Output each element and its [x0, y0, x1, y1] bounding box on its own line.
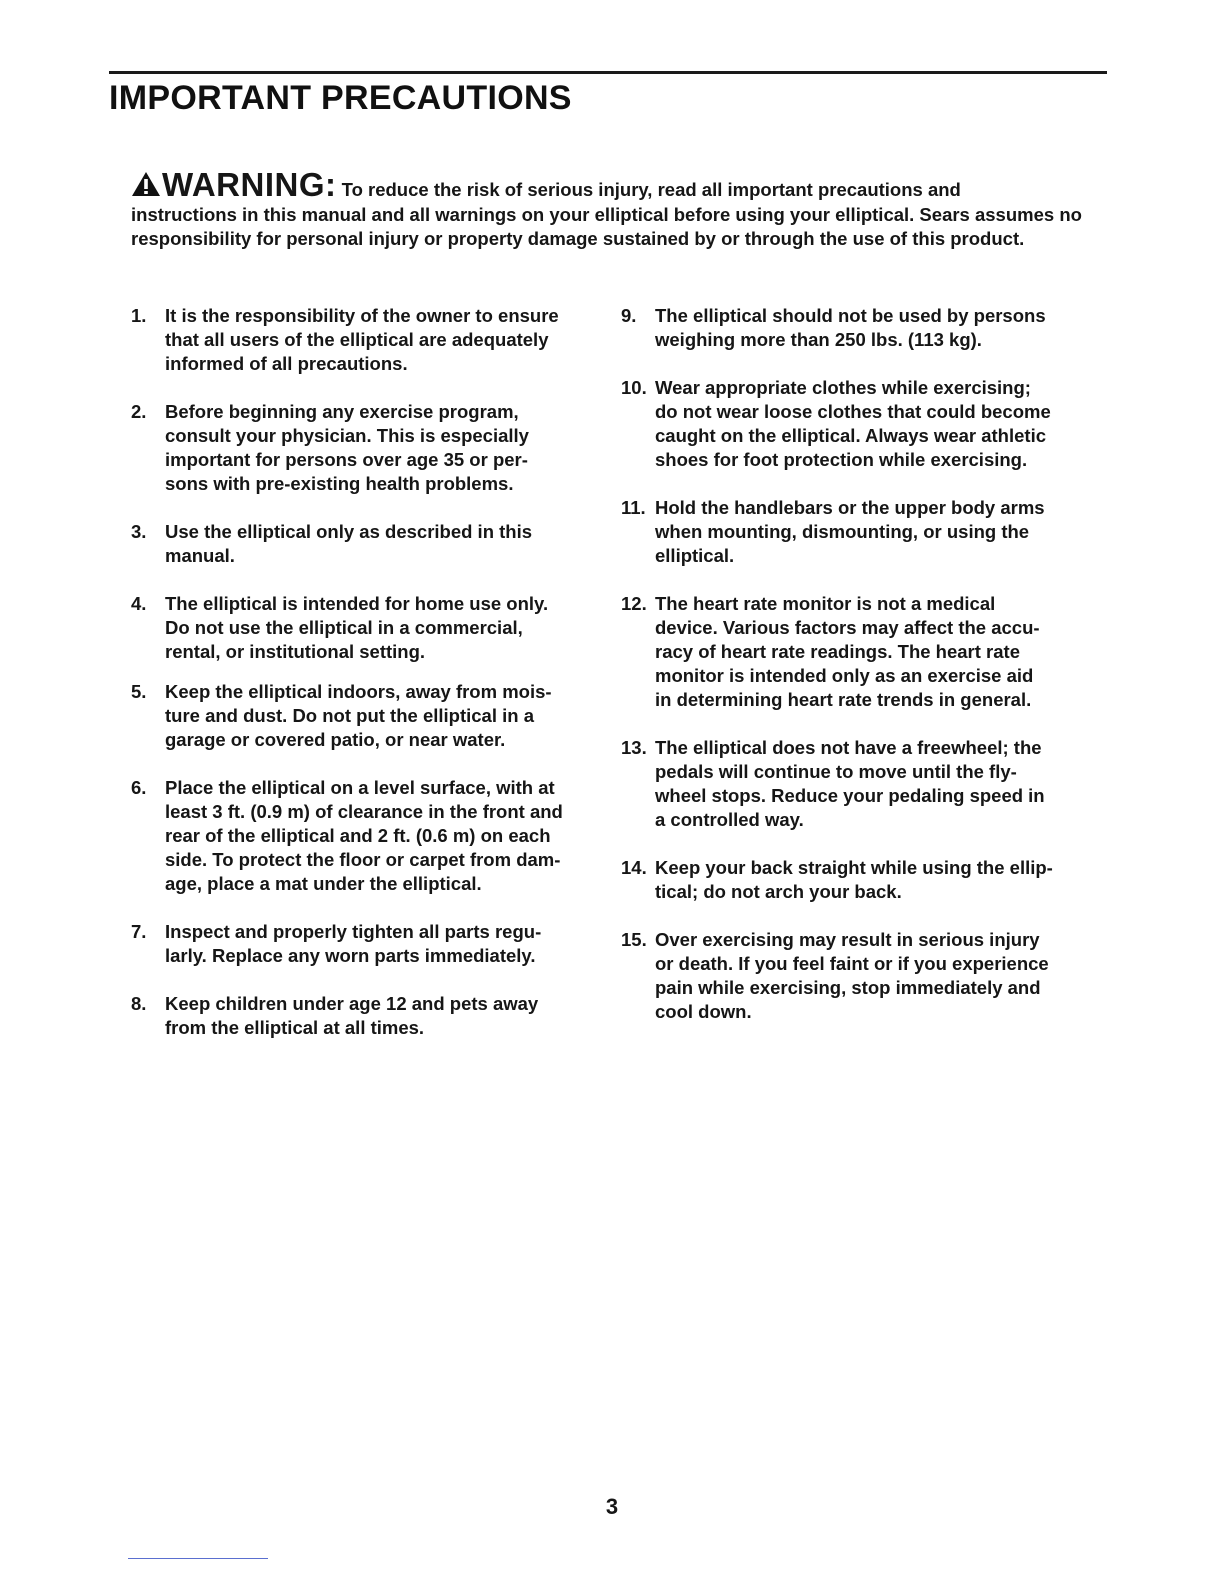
precaution-number: 12.: [621, 593, 647, 614]
precaution-text: Inspect and properly tighten all parts regu- larly. Replace any worn parts immediately.: [165, 921, 542, 966]
precaution-text: Keep children under age 12 and pets away from the elliptical at all times.: [165, 993, 539, 1038]
warning-block: [131, 166, 1091, 252]
precaution-item: [131, 992, 601, 1040]
precaution-number: 14.: [621, 857, 647, 878]
precaution-number: 1.: [131, 305, 147, 326]
precaution-text: The heart rate monitor is not a medical device. Various factors may affect the accu- racy of heart rate readings. The heart rate monitor is intended only as an exercise aid in determining heart rate trends in general.: [655, 593, 1040, 710]
precaution-text: The elliptical does not have a freewheel; the pedals will continue to move until the fly- wheel stops. Reduce your pedaling speed in a controlled way.: [655, 737, 1045, 830]
precautions-list-right: [621, 304, 1091, 1024]
warning-label: WARNING: [162, 166, 325, 203]
precaution-text: Keep the elliptical indoors, away from mois- ture and dust. Do not put the elliptical in a garage or covered patio, or near water.: [165, 681, 552, 750]
scan-mark-line: [128, 1558, 268, 1559]
precaution-text: Wear appropriate clothes while exercising; do not wear loose clothes that could become caught on the elliptical. Always wear athletic shoes for foot protection while exercising.: [655, 377, 1051, 470]
precaution-text: It is the responsibility of the owner to ensure that all users of the elliptical are adequately informed of all precautions.: [165, 305, 559, 374]
precaution-number: 7.: [131, 921, 147, 942]
precaution-number: 8.: [131, 993, 147, 1014]
precaution-number: 3.: [131, 521, 147, 542]
precaution-text: Place the elliptical on a level surface, with at least 3 ft. (0.9 m) of clearance in the front and rear of the elliptical and 2 ft. (0.6 m) on each side. To protect the floor or carpet from dam- age, place a mat under the elliptical.: [165, 777, 563, 894]
precaution-text: Use the elliptical only as described in this manual.: [165, 521, 533, 566]
precaution-number: 9.: [621, 305, 637, 326]
precaution-item: [131, 304, 601, 376]
warning-colon: :: [325, 166, 337, 203]
warning-triangle-icon: [131, 171, 161, 197]
precaution-item: [131, 592, 601, 664]
precaution-text: The elliptical should not be used by persons weighing more than 250 lbs. (113 kg).: [655, 305, 1046, 350]
precaution-text: Keep your back straight while using the ellip- tical; do not arch your back.: [655, 857, 1053, 902]
precaution-text: Over exercising may result in serious injury or death. If you feel faint or if you experience pain while exercising, stop immediately and cool down.: [655, 929, 1049, 1022]
precaution-item: [131, 776, 601, 896]
precaution-item: [621, 856, 1091, 904]
precaution-item: [621, 928, 1091, 1024]
precaution-item: [131, 400, 601, 496]
warning-lead: [131, 166, 961, 203]
top-rule: [109, 71, 1107, 74]
page-title: IMPORTANT PRECAUTIONS: [109, 79, 572, 117]
precaution-item: [621, 736, 1091, 832]
precaution-item: [621, 592, 1091, 712]
warning-text-rest: instructions in this manual and all warnings on your elliptical before using your elliptical. Sears assumes no responsibility for personal injury or property damage sustained by or through the use of this product.: [131, 203, 1082, 249]
precaution-text: The elliptical is intended for home use only. Do not use the elliptical in a commercial, rental, or institutional setting.: [165, 593, 549, 662]
precaution-item: [131, 520, 601, 568]
precaution-number: 13.: [621, 737, 647, 758]
precaution-number: 10.: [621, 377, 647, 398]
precaution-text: Before beginning any exercise program, consult your physician. This is especially important for persons over age 35 or per- sons with pre-existing health problems.: [165, 401, 529, 494]
precaution-item: [621, 496, 1091, 568]
warning-text-line1: To reduce the risk of serious injury, read all important precautions and: [336, 179, 961, 200]
precaution-number: 4.: [131, 593, 147, 614]
precaution-item: [131, 920, 601, 968]
precaution-number: 15.: [621, 929, 647, 950]
precaution-text: Hold the handlebars or the upper body arms when mounting, dismounting, or using the elliptical.: [655, 497, 1045, 566]
precaution-number: 11.: [621, 497, 646, 518]
precaution-item: [131, 680, 601, 752]
precautions-list-left: [131, 304, 601, 1040]
precaution-item: [621, 304, 1091, 352]
precaution-number: 2.: [131, 401, 147, 422]
page-number: 3: [605, 1494, 619, 1519]
precaution-item: [621, 376, 1091, 472]
precaution-number: 6.: [131, 777, 147, 798]
precaution-number: 5.: [131, 681, 147, 702]
